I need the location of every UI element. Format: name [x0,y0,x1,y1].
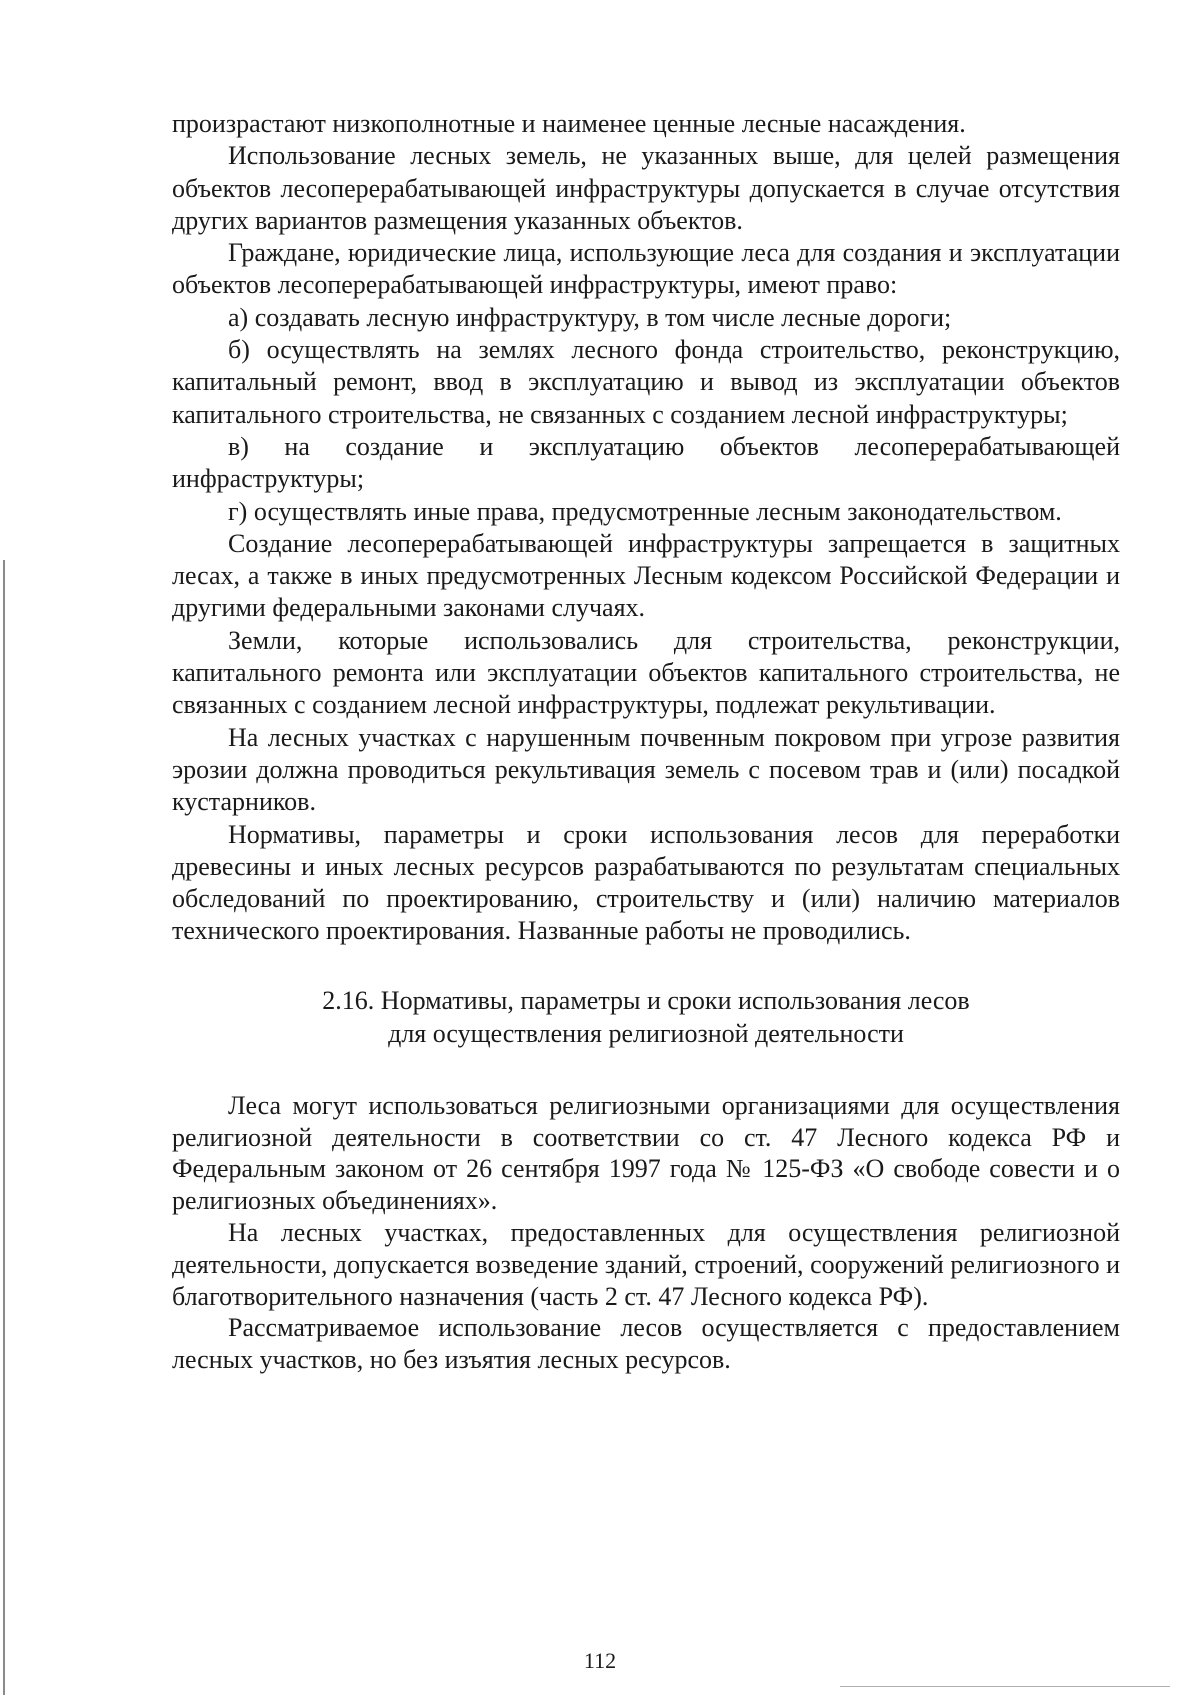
paragraph: Использование лесных земель, не указанных выше, для целей размещения объектов лесоперерабатывающей инфраструктуры допускается в случае отсутствия других вариантов размещения указанных объектов. [172,141,1120,235]
page-number: 112 [583,1648,617,1673]
list-item-b: б) осуществлять на землях лесного фонда строительство, реконструкцию, капитальный ремонт, ввод в эксплуатацию и вывод из эксплуатации объектов капитального строительства, не связанных с созданием лесной инфраструктуры; [172,335,1120,429]
list-item-g: г) осуществлять иные права, предусмотренные лесным законодательством. [228,496,1062,526]
paragraph: Земли, которые использовались для строительства, реконструкции, капитального ремонта или эксплуатации объектов капитального строительства, не связанных с созданием лесной инфраструктуры, подлежат рекультивации. [172,625,1120,720]
heading-spacer [172,1050,1120,1090]
paragraph: Создание лесоперерабатывающей инфраструктуры запрещается в защитных лесах, а также в иных предусмотренных Лесным кодексом Российской Федерации и другими федеральными законами случаях. [172,528,1120,623]
paragraph: На лесных участках, предоставленных для осуществления религиозной деятельности, допускается возведение зданий, строений, сооружений религиозного и благотворительного назначения (часть 2 ст. 47 Лесного кодекса РФ). [172,1217,1120,1311]
footer-rule [840,1686,1170,1687]
section-heading-line-1: 2.16. Нормативы, параметры и сроки использования лесов [322,985,970,1015]
paragraph: Граждане, юридические лица, использующие леса для создания и эксплуатации объектов лесоперерабатывающей инфраструктуры, имеют право: [172,238,1120,300]
section-heading-line-2: для осуществления религиозной деятельности [388,1018,904,1048]
list-item-a: а) создавать лесную инфраструктуру, в том числе лесные дороги; [228,302,952,332]
paragraph: произрастают низкополнотные и наименее ценные лесные насаждения. [172,109,966,138]
document-page [172,108,1120,1376]
list-item-v: в) на создание и эксплуатацию объектов лесоперерабатывающей инфраструктуры; [172,431,1120,494]
paragraph: На лесных участках с нарушенным почвенным покровом при угрозе развития эрозии должна проводиться рекультивация земель с посевом трав и (или) посадкой кустарников. [172,722,1120,817]
section-heading [172,984,1120,1050]
paragraph: Рассматриваемое использование лесов осуществляется с предоставлением лесных участков, но без изъятия лесных ресурсов. [172,1313,1120,1375]
paragraph: Леса могут использоваться религиозными организациями для осуществления религиозной деятельности в соответствии со ст. 47 Лесного кодекса РФ и Федеральным законом от 26 сентября 1997 года № 125-ФЗ «О свободе совести и о религиозных объединениях». [172,1090,1120,1216]
paragraph: Нормативы, параметры и сроки использования лесов для переработки древесины и иных лесных ресурсов разрабатываются по результатам специальных обследований по проектированию, строительству и (или) наличию материалов технического проектирования. Названные работы не проводились. [172,819,1120,946]
scan-edge-line [3,560,5,1695]
